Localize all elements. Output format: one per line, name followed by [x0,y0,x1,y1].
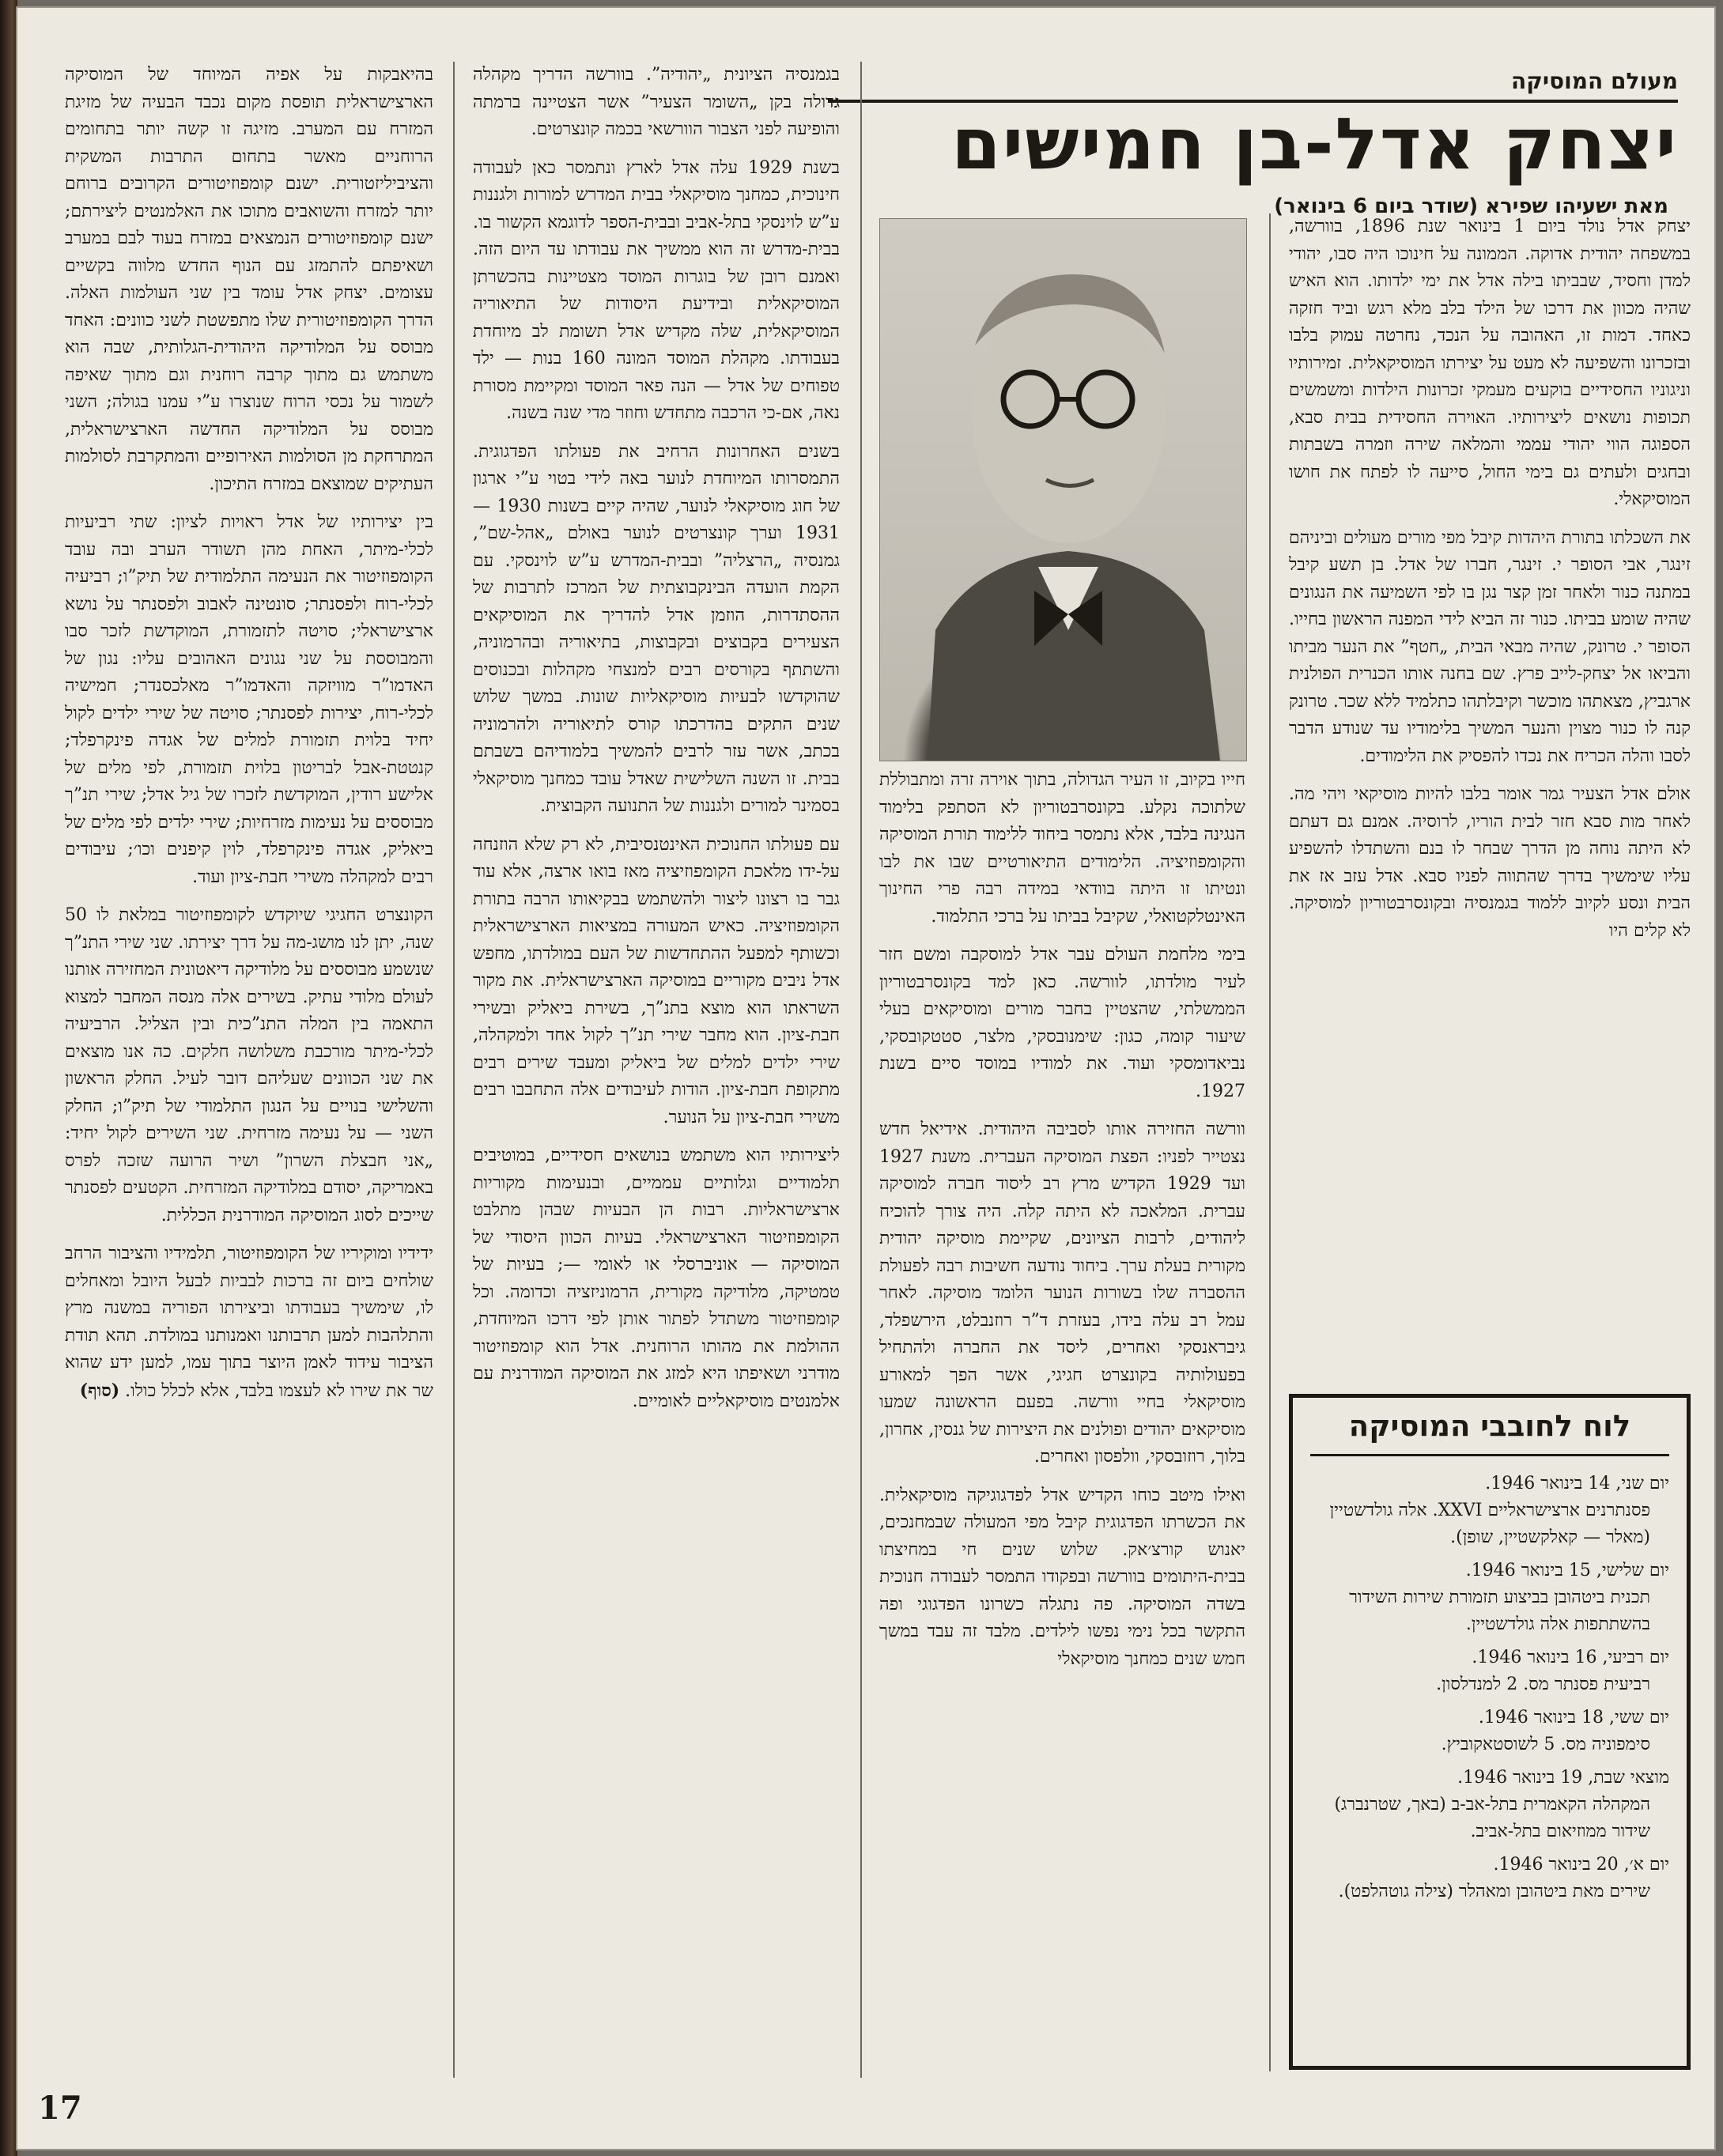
magazine-page [16,6,1716,2150]
paragraph [65,1240,433,1405]
paragraph: וורשה החזירה אותו לסביבה היהודית. אידיאל חדש נצטייר לפניו: הפצת המוסיקה העברית. משנת 1927 ועד 1929 הקדיש מרץ רב ליסוד חברה למוסיקה עברית. המלאכה לא היתה קלה. היה צורך להוכיח ליהודים, לרבות הציונים, שקיימת מוסיקה יהודית מקורית בעלת ערך. ביחוד נודעה חשיבות רבה לפעולת ההסברה שלו בשורות הנוער הלומד מוסיקה. לאחר עמל רב עלה בידו, בעזרת ד”ר רוזנבלט, הירשפלד, גיבראנסקי ואחרים, ליסד את החברה ולהתחיל בפעולותיה בקונצרט חגיגי, אשר הפך למאורע מוסיקאלי בחיי וורשה. בפעם הראשונה שמעו מוסיקאים יהודים ופולנים את היצירות של גנסין, אחרון, בלוך, רוזובסקי, וולפסון ואחרים. [879,1120,1245,1467]
paragraph: בין יצירותיו של אדל ראויות לציון: שתי רביעיות לכלי-מיתר, האחת מהן תשודר הערב ובה עובד הקומפוזיטור את הנעימה התלמודית של תיק”ו; רביעיה לכלי-רוח ולפסנתר; סונטינה לאבוב ולפסנתר על נושא ארצישראלי; סויטה לתזמורת, המוקדשת לזכר סבו והמבוססת על שני נגונים האהובים עליו: נגון של האדמו”ר מוויזקה והאדמו”ר מאלכסנדר; חמישיה לכלי-רוח, יצירות לפסנתר; סויטה של שירי ילדים לקול יחיד בלוית תזמורת למלים של אגדה פינקרפלד; קנטטת-אבל לבריטון בלוית תזמורת, לפי מלים של אלישע רודין, המוקדשת לזכרו של גיל אדל; שירי תנ”ך מבוססים על נעימות מזרחיות; שירי ילדים לפי מלים של ביאליק, אגדה פינקרפלד, לוין קיפנים וכו׳; עיבודים רבים למקהלה משירי חבת-ציון ועוד. [65,512,433,887]
article-title: יצחק אדל-בן חמישים [951,103,1678,186]
listing-date: יום א׳, 20 בינואר 1946. [1493,1855,1669,1875]
paragraph: ליצירותיו הוא משתמש בנושאים חסידיים, במוטיבים תלמודיים וגלותיים עממיים, ובנעימות מקוריות ארצישראליות. רבות הן הבעיות שבהן מתלבט הקומפוזיטור הארצישראלי. בעיות הכוון היסודי של המוסיקה — אוניברסלי או לאומי —; בעיות של טמטיקה, מלודיקה מקורית, הרמוניזציה וכדומה. וכל קומפוזיטור משתדל לפתור אותן לפי דרכו המיוחדת, ההולמת את מהותו הרוחנית. אדל הוא קומפוזיטור מודרני ושאיפתו היא למזג את המוסיקה המודרנית עם אלמנטים מוסיקאליים לאומיים. [473,1146,840,1411]
listing-program: תכנית ביטהובן בביצוע תזמורת שירות השידור בהשתתפות אלה גולדשטיין. [1349,1588,1650,1634]
listing-program: רביעית פסנתר מס. 2 למנדלסון. [1436,1675,1650,1694]
column-center-right [879,767,1245,2079]
paragraph: בגמנסיה הציונית „יהודיה”. בוורשה הדריך מקהלה גדולה בקן „השומר הצעיר” אשר הצטיינה ברמתה והופיעה לפני הצבור הוורשאי בכמה קונצרטים. [473,65,840,139]
paragraph: בהיאבקות על אפיה המיוחד של המוסיקה הארצישראלית תופסת מקום נכבד הבעיה של מזיגת המזרח עם המערב. מזיגה זו קשה יותר בתחומים הרוחניים מאשר בתחום התרבות המשקית והציביליזטורית. ישנם קומפוזיטורים הקרובים ברוחם יותר למזרח והשואבים מתוכו את האלמנטים ליצירתם; ישנם קומפוזיטורים הנמצאים במזרח בעוד לבם במערב ושאיפתם להתמזג עם הנוף החדש מלווה בקשיים עצומים. יצחק אדל עומד בין שני העולמות האלה. הדרך הקומפוזיטורית שלו מתפשטת לשני כוונים: האחד מבוסס על המלודיקה היהודית-הגלותית, שבה הוא משתמש גם מתוך קרבה רוחנית וגם מתוך שאיפה לשמור על נכסי הרוח שנוצרו ע”י עמנו בגולה; השני מבוסס על המלודיקה החדשה הארצישראלית, המתרחקת מן הסולמות האירופיים והמתקרבת לסולמות העתיקים שמוצאם במזרח התיכון. [65,65,433,494]
listing-entry [1310,1765,1669,1845]
paragraph: בימי מלחמת העולם עבר אדל למוסקבה ומשם חזר לעיר מולדתו, לוורשה. כאן למד בקונסרבטוריון הממשלתי, שהצטיין בחבר מורים ומוסיקאים בעלי שיעור קומה, כגון: שימנובסקי, מלצר, סטטקובסקי, נביאדומסקי ועוד. את למודיו במוסד סיים בשנת 1927. [879,945,1245,1101]
paragraph: ואילו מיטב כוחו הקדיש אדל לפדגוגיקה מוסיקאלית. את הכשרתו הפדגוגית קיבל מפי המעולה שבמחנכים, יאנוש קורצ׳אק. שלוש שנים חי במחיצתו בבית-היתומים בוורשה ובפקודו התמסר לעבודה חנוכית בשדה המוסיקה. פה נתגלה כשרונו הפדגוגי ופה התקשר בכל נימי נפשו לילדים. מלבד זה עבד במשך חמש שנים כמחנך מוסיקאלי [879,1485,1245,1669]
listing-entry [1310,1852,1669,1905]
article-byline: מאת ישעיהו שפירא (שודר ביום 6 בינואר) [1274,194,1668,218]
paragraph: הקונצרט החגיגי שיוקדש לקומפוזיטור במלאת לו 50 שנה, יתן לנו מושג-מה על דרך יצירתו. שני שירי התנ”ך שנשמע מבוססים על מלודיקה דיאטונית המחזירה אותנו לעולם מלודי עתיק. בשירים אלה מנסה המחבר למצוא התאמה בין המלה התנ”כית ובין הצליל. הרביעיה לכלי-מיתר מורכבת משלושה חלקים. כה אנו מוצאים את שני הכוונים שעליהם דובר לעיל. החלק הראשון והשלישי בנויים על הנגון התלמודי של תיק”ו; החלק השני — על נעימה מזרחית. שני השירים לקול יחיד: „אני חבצלת השרון” ושיר הרועה שזכה לפרס באמריקה, יסודם במלודיקה המזרחית. הקטעים לפסנתר שייכים לסוג המוסיקה המודרנית הכללית. [65,905,433,1225]
paragraph: את השכלתו בתורת היהדות קיבל מפי מורים מעולים וביניהם זינגר, אבי הסופר י. זינגר, חברו של אדל. בן תשע קיבל במתנה כנור ולאחר זמן קצר נגן בו לפי השמיעה את הנגונים שהיה שומע בביתו. כנור זה הביא לידי המפנה הראשון בחייו. הסופר י. טרונק, שהיה מבאי הבית, „חטף” את הנער מביתו והביאו אל יצחק-לייב פרץ. שם בחנה אותו הכנרית הפולנית ארגביץ, מצאתהו מוכשר וקיבלתהו כתלמיד ללא שכר. טרונק קנה לו כנור מצוין והנער המשיך בלימודיו עד שנודע הדבר לסבו והלה הכריח את נכדו להפסיק את הלימודים. [1289,527,1691,766]
paragraph: יצחק אדל נולד ביום 1 בינואר שנת 1896, בוורשה, במשפחה יהודית אדוקה. הממונה על חינוכו היה סבו, יהודי למדן וחסיד, שבביתו בילה אדל את ימי ילדותו. הוא האיש שהיה מכוון את דרכו של הילד בלב מלא רגש וביד חזקה כאחד. דמות זו, האהובה על הנכד, נחרטה עמוק בלבו ובזכרונו והשפיעה לא מעט על יצירתו המוסיקאלית. זמירותיו וניגוניו החסידיים בוקעים מעמקי זכרונות הילדות ומשמשים תכופות נושאים ליצירותיו. האוירה החסידית בבית סבא, הספוגה הווי יהודי עממי והמלאה שירה וזמרה בשבתות ובחגים ולעתים גם בימי החול, סייעה לו לפתח את חושו המוסיקאלי. [1289,217,1691,509]
column-divider [860,62,862,2078]
listings-rule [1310,1454,1669,1456]
page-number: 17 [38,2090,82,2127]
listing-date: יום שלישי, 15 בינואר 1946. [1465,1561,1669,1580]
paragraph-text: ידידיו ומוקיריו של הקומפוזיטור, תלמידיו והציבור הרחב שולחים ביום זה ברכות לבביות לבעל היובל ומאחלים לו, שימשיך בעבודתו וביצירתו הפוריה במשנה מרץ והתלהבות למען תרבותנו ואמנותנו במולדת. תהא תודת הציבור עידוד לאמן היוצר בתוך עמו, למען ידע שהוא שר את שירו לא לעצמו בלבד, אלא לכלל כולו. [65,1244,433,1401]
column-divider [453,62,455,2078]
listing-date: יום ששי, 18 בינואר 1946. [1478,1708,1669,1727]
paragraph: אולם אדל הצעיר גמר אומר בלבו להיות מוסיקאי ויהי מה. לאחר מות סבא חזר לבית הוריו, לרוסיה. אמנם גם דעתם לא היתה נוחה מן הדרך שבחר לו בנם והשתדלו להשפיע עליו שימשיך בדרך שהתווה לפניו סבא. אדל עזב אז את הבית ונסע לקיוב ללמוד בגמנסיה ובקונסרבטוריון למוסיקה. לא קלים היו [1289,784,1691,941]
listing-entry [1310,1558,1669,1638]
listing-date: מוצאי שבת, 19 בינואר 1946. [1457,1768,1669,1788]
binding-spine [0,0,17,2156]
listing-program: שירים מאת ביטהובן ומאהלר (צילה גוטהלפט). [1338,1882,1650,1901]
end-mark: (סוף) [79,1380,120,1401]
column-divider [1269,213,1271,2071]
column-right [1289,213,1691,1384]
column-center-left [473,62,840,2086]
paragraph: חייו בקיוב, זו העיר הגדולה, בתוך אוירה זרה ומתבוללת שלתוכה נקלע. בקונסרבטוריון לא הסתפק בלימוד הנגינה בלבד, אלא נתמסר ביחוד ללימוד תורת המוסיקה והקומפוזיציה. הלימודים התיאורטיים שבו את לבו ונטיתו זו היתה בוודאי במידה רבה פרי החינוך האינטלקטואלי, שקיבל בביתו על ברכי התלמוד. [879,770,1245,927]
portrait-photo [879,218,1247,761]
listing-entry [1310,1644,1669,1698]
paragraph: בשנים האחרונות הרחיב את פעולתו הפדגוגית. התמסרותו המיוחדת לנוער באה לידי בטוי ע”י ארגון של חוג מוסיקאלי לנוער, שהיה קיים בשנות 1930 — 1931 וערך קונצרטים לנוער באולם „אהל-שם”, גמנסיה „הרצליה” ובבית-המדרש ע”ש לוינסקי. עם הקמת הועדה הבינקבוצתית של המרכז לתרבות של ההסתדרות, הוזמן אדל להדריך את המוסיקאים הצעירים בקבוצים ובקבוצות, בתיאוריה ובהרמוניה, והשתתף בקורסים רבים למנצחי מקהלות ובכנוסים שהוקדשו לבעיות מוסיקאליות שונות. במשך שלוש שנים התקים בהדרכתו קורס לתיאוריה ולהרמוניה בכתב, אשר עזר לרבים להמשיך בלמודיהם בשבתם בבית. זו השנה השלישית שאדל עובד כמחנך מוסיקאלי בסמינר למורים ולגננות של התנועה הקבוצית. [473,441,840,816]
listing-entry [1310,1471,1669,1551]
section-label: מעולם המוסיקה [1511,68,1678,94]
listing-date: יום שני, 14 בינואר 1946. [1485,1474,1669,1493]
music-listings-box [1289,1394,1691,2070]
paragraph: עם פעולתו החנוכית האינטנסיבית, לא רק שלא הוזנחה על-ידו מלאכת הקומפוזיציה מאז בואו ארצה, אלא עוד גבר בו רצונו ליצור ולהשתמש בבקיאותו הרבה בתורת הקומפוזיציה. כאיש המעורה במציאות הארצישראלית וכשותף למפעל ההתחדשות של העם במולדתו, מחפש אדל ניבים מקוריים במוסיקה הארצישראלית. את מקור השראתו הוא מוצא בתנ”ך, בשירת ביאליק ובשירי חבת-ציון. הוא מחבר שירי תנ”ך לקול אחד ולמקהלה, שירי ילדים למלים של ביאליק ומעבד שירים רבים מתקופת חבת-ציון. הודות לעיבודים אלה התחבבו רבים משירי חבת-ציון על הנוער. [473,834,840,1127]
listing-entry [1310,1705,1669,1758]
listing-date: יום רביעי, 16 בינואר 1946. [1472,1648,1669,1667]
listing-program: המקהלה הקאמרית בתל-אב-ב (באך, שטרנברג) שידור ממוזיאום בתל-אביב. [1334,1795,1650,1841]
paragraph: בשנת 1929 עלה אדל לארץ ונתמסר כאן לעבודה חינוכית, כמחנך מוסיקאלי בבית המדרש למורות ולגננות ע”ש לוינסקי בתל-אביב ובבית-הספר לדוגמא הקשור בו. בבית-מדרש זה הוא ממשיך את עבודתו עד היום הזה. ואמנם רובן של בוגרות המוסד מצטיינות בהכשרתן המוסיקאלית ובידיעת היסודות של התיאוריה המוסיקאלית, שלה מקדיש אדל תשומת לב מיוחדת בעבודתו. מקהלת המוסד המונה 160 בנות — ילד טפוחים של אדל — הנה פאר המוסד ומקיימת מסורת נאה, אם-כי הרכבה מתחדש וחוזר מדי שנה בשנה. [473,157,840,423]
listing-program: פסנתרנים ארצישראליים XXVI. אלה גולדשטיין (מאלר — קאלקשטיין, שופן). [1329,1501,1650,1547]
listing-program: סימפוניה מס. 5 לשוסטאקוביץ. [1441,1735,1650,1754]
column-left [65,62,433,2086]
listings-title: לוח לחובבי המוסיקה [1348,1409,1631,1443]
